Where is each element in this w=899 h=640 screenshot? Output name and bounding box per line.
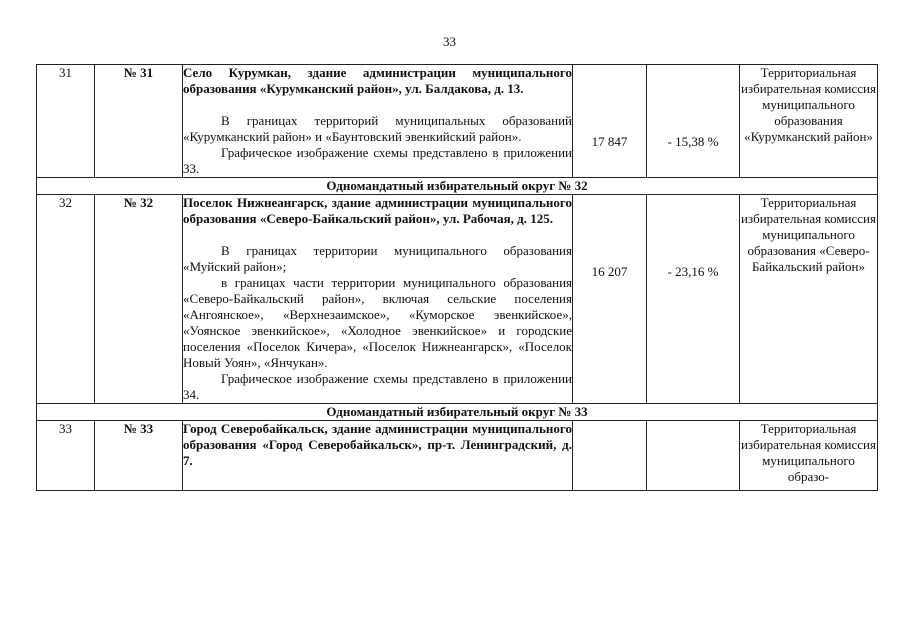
voters-cell <box>573 195 647 404</box>
commission-name: Территориальная избирательная комиссия муниципального образования «Северо-Байкальский район» <box>740 195 878 404</box>
district-address: Поселок Нижнеангарск, здание администрации муниципального образования «Северо-Байкальский район», ул. Рабочая, д. 125. <box>183 195 572 226</box>
voters-count: 16 207 <box>591 264 628 279</box>
district-header: Одномандатный избирательный округ № 33 <box>37 404 878 421</box>
page-number: 33 <box>443 34 456 49</box>
district-number: 31 <box>37 65 95 178</box>
district-code: № 32 <box>95 195 183 404</box>
district-description <box>183 195 573 404</box>
voters-cell <box>573 421 647 491</box>
district-boundary-text: В границах территории муниципального образования «Муйский район»; <box>183 243 572 274</box>
table-row <box>37 421 878 491</box>
deviation-cell <box>647 421 740 491</box>
commission-name: Территориальная избирательная комиссия муниципального образо- <box>740 421 878 491</box>
voters-count: 17 847 <box>591 134 628 149</box>
districts-table <box>36 64 878 491</box>
commission-name: Территориальная избирательная комиссия муниципального образования «Курумканский район» <box>740 65 878 178</box>
district-header-row <box>37 404 878 421</box>
deviation-percent: - 23,16 % <box>667 264 719 279</box>
district-description <box>183 421 573 491</box>
district-number: 32 <box>37 195 95 404</box>
district-header: Одномандатный избирательный округ № 32 <box>37 178 878 195</box>
district-scheme-note: Графическое изображение схемы представлено в приложении 34. <box>183 371 572 402</box>
district-description <box>183 65 573 178</box>
district-code: № 31 <box>95 65 183 178</box>
district-boundary-text: в границах части территории муниципального образования «Северо-Байкальский район», включая сельские поселения «Ангоянское», «Верхнезаимское», «Куморское эвенкийское», «Уоянское эвенкийское», «Холодное эвенкийское» и городские поселения «Поселок Кичера», «Поселок Нижнеангарск», «Поселок Новый Уоян», «Янчукан». <box>183 275 572 370</box>
district-header-row <box>37 178 878 195</box>
district-code: № 33 <box>95 421 183 491</box>
deviation-percent: - 15,38 % <box>667 134 719 149</box>
district-boundary-text: В границах территорий муниципальных образований «Курумканский район» и «Баунтовский эвенкийский район». <box>183 113 572 144</box>
deviation-cell <box>647 65 740 178</box>
table-row <box>37 65 878 178</box>
district-scheme-note: Графическое изображение схемы представлено в приложении 33. <box>183 145 572 176</box>
table-row <box>37 195 878 404</box>
district-address: Город Северобайкальск, здание администрации муниципального образования «Город Северобайкальск», пр-т. Ленинградский, д. 7. <box>183 421 572 468</box>
voters-cell <box>573 65 647 178</box>
district-address: Село Курумкан, здание администрации муниципального образования «Курумканский район», ул. Балдакова, д. 13. <box>183 65 572 96</box>
district-number: 33 <box>37 421 95 491</box>
deviation-cell <box>647 195 740 404</box>
